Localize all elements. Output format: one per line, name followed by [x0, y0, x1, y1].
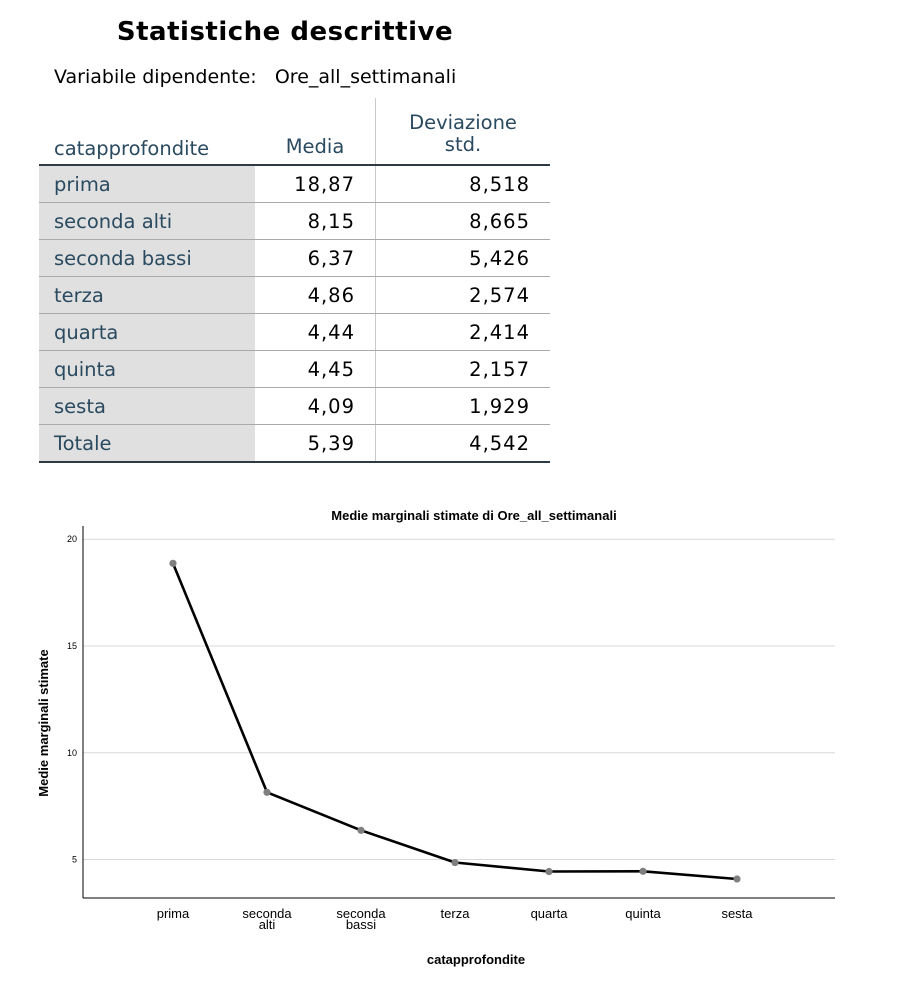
row-std: 2,574 — [376, 277, 551, 314]
row-label: terza — [39, 277, 255, 314]
x-tick-label: sesta — [721, 906, 753, 921]
data-point — [169, 560, 176, 567]
row-mean: 8,15 — [255, 203, 376, 240]
row-label: Totale — [39, 425, 255, 463]
table-title: Statistiche descrittive — [116, 17, 454, 47]
table-row — [39, 277, 550, 314]
row-std: 1,929 — [376, 388, 551, 425]
x-tick-label: alti — [258, 917, 276, 932]
y-axis-title: Medie marginali stimate — [36, 649, 51, 797]
row-label: prima — [39, 165, 255, 203]
table-row — [39, 351, 550, 388]
header-std — [376, 98, 551, 165]
data-point — [263, 789, 270, 796]
row-mean: 18,87 — [255, 165, 376, 203]
row-mean: 6,37 — [255, 240, 376, 277]
row-label: sesta — [39, 388, 255, 425]
data-point — [545, 868, 552, 875]
row-std: 2,414 — [376, 314, 551, 351]
y-tick-label: 20 — [66, 534, 77, 545]
table-row — [39, 240, 550, 277]
row-std: 2,157 — [376, 351, 551, 388]
dependent-variable-label: Variabile dipendente: — [54, 66, 257, 88]
row-std: 5,426 — [376, 240, 551, 277]
row-label: seconda bassi — [39, 240, 255, 277]
x-tick-label: prima — [156, 906, 190, 921]
data-point — [639, 868, 646, 875]
row-mean: 4,86 — [255, 277, 376, 314]
row-label: seconda alti — [39, 203, 255, 240]
row-mean: 5,39 — [255, 425, 376, 463]
table-row — [39, 425, 550, 463]
data-point — [357, 827, 364, 834]
descriptive-stats-table — [39, 98, 550, 463]
row-std: 8,665 — [376, 203, 551, 240]
header-category: catapprofondite — [39, 98, 255, 165]
x-tick-label: bassi — [345, 917, 377, 932]
x-axis-title: catapprofondite — [426, 952, 526, 967]
x-tick-label: seconda — [242, 906, 292, 921]
row-label: quinta — [39, 351, 255, 388]
x-tick-label: quarta — [530, 906, 568, 921]
header-std-line1: Deviazione — [409, 111, 517, 134]
data-point — [733, 875, 740, 882]
y-tick-label: 5 — [71, 854, 77, 865]
row-mean: 4,09 — [255, 388, 376, 425]
y-tick-label: 15 — [66, 641, 77, 651]
x-tick-label: quinta — [625, 906, 661, 921]
dependent-variable-value: Ore_all_settimanali — [274, 66, 457, 88]
x-tick-label: seconda — [336, 906, 386, 921]
table-row — [39, 388, 550, 425]
header-std-line2: std. — [444, 133, 482, 156]
row-std: 8,518 — [376, 165, 551, 203]
dependent-variable-caption — [54, 66, 456, 88]
row-mean: 4,44 — [255, 314, 376, 351]
data-point — [451, 859, 458, 866]
header-mean: Media — [255, 98, 376, 165]
row-std: 4,542 — [376, 425, 551, 463]
table-row — [39, 314, 550, 351]
marginal-means-chart — [0, 490, 902, 986]
chart-title: Medie marginali stimate di Ore_all_settimanali — [331, 508, 617, 523]
table-row — [39, 165, 550, 203]
table-header-row — [39, 98, 550, 165]
series-line — [173, 563, 737, 879]
row-label: quarta — [39, 314, 255, 351]
table-row — [39, 203, 550, 240]
x-tick-label: terza — [440, 906, 470, 921]
y-tick-label: 10 — [66, 747, 77, 758]
row-mean: 4,45 — [255, 351, 376, 388]
